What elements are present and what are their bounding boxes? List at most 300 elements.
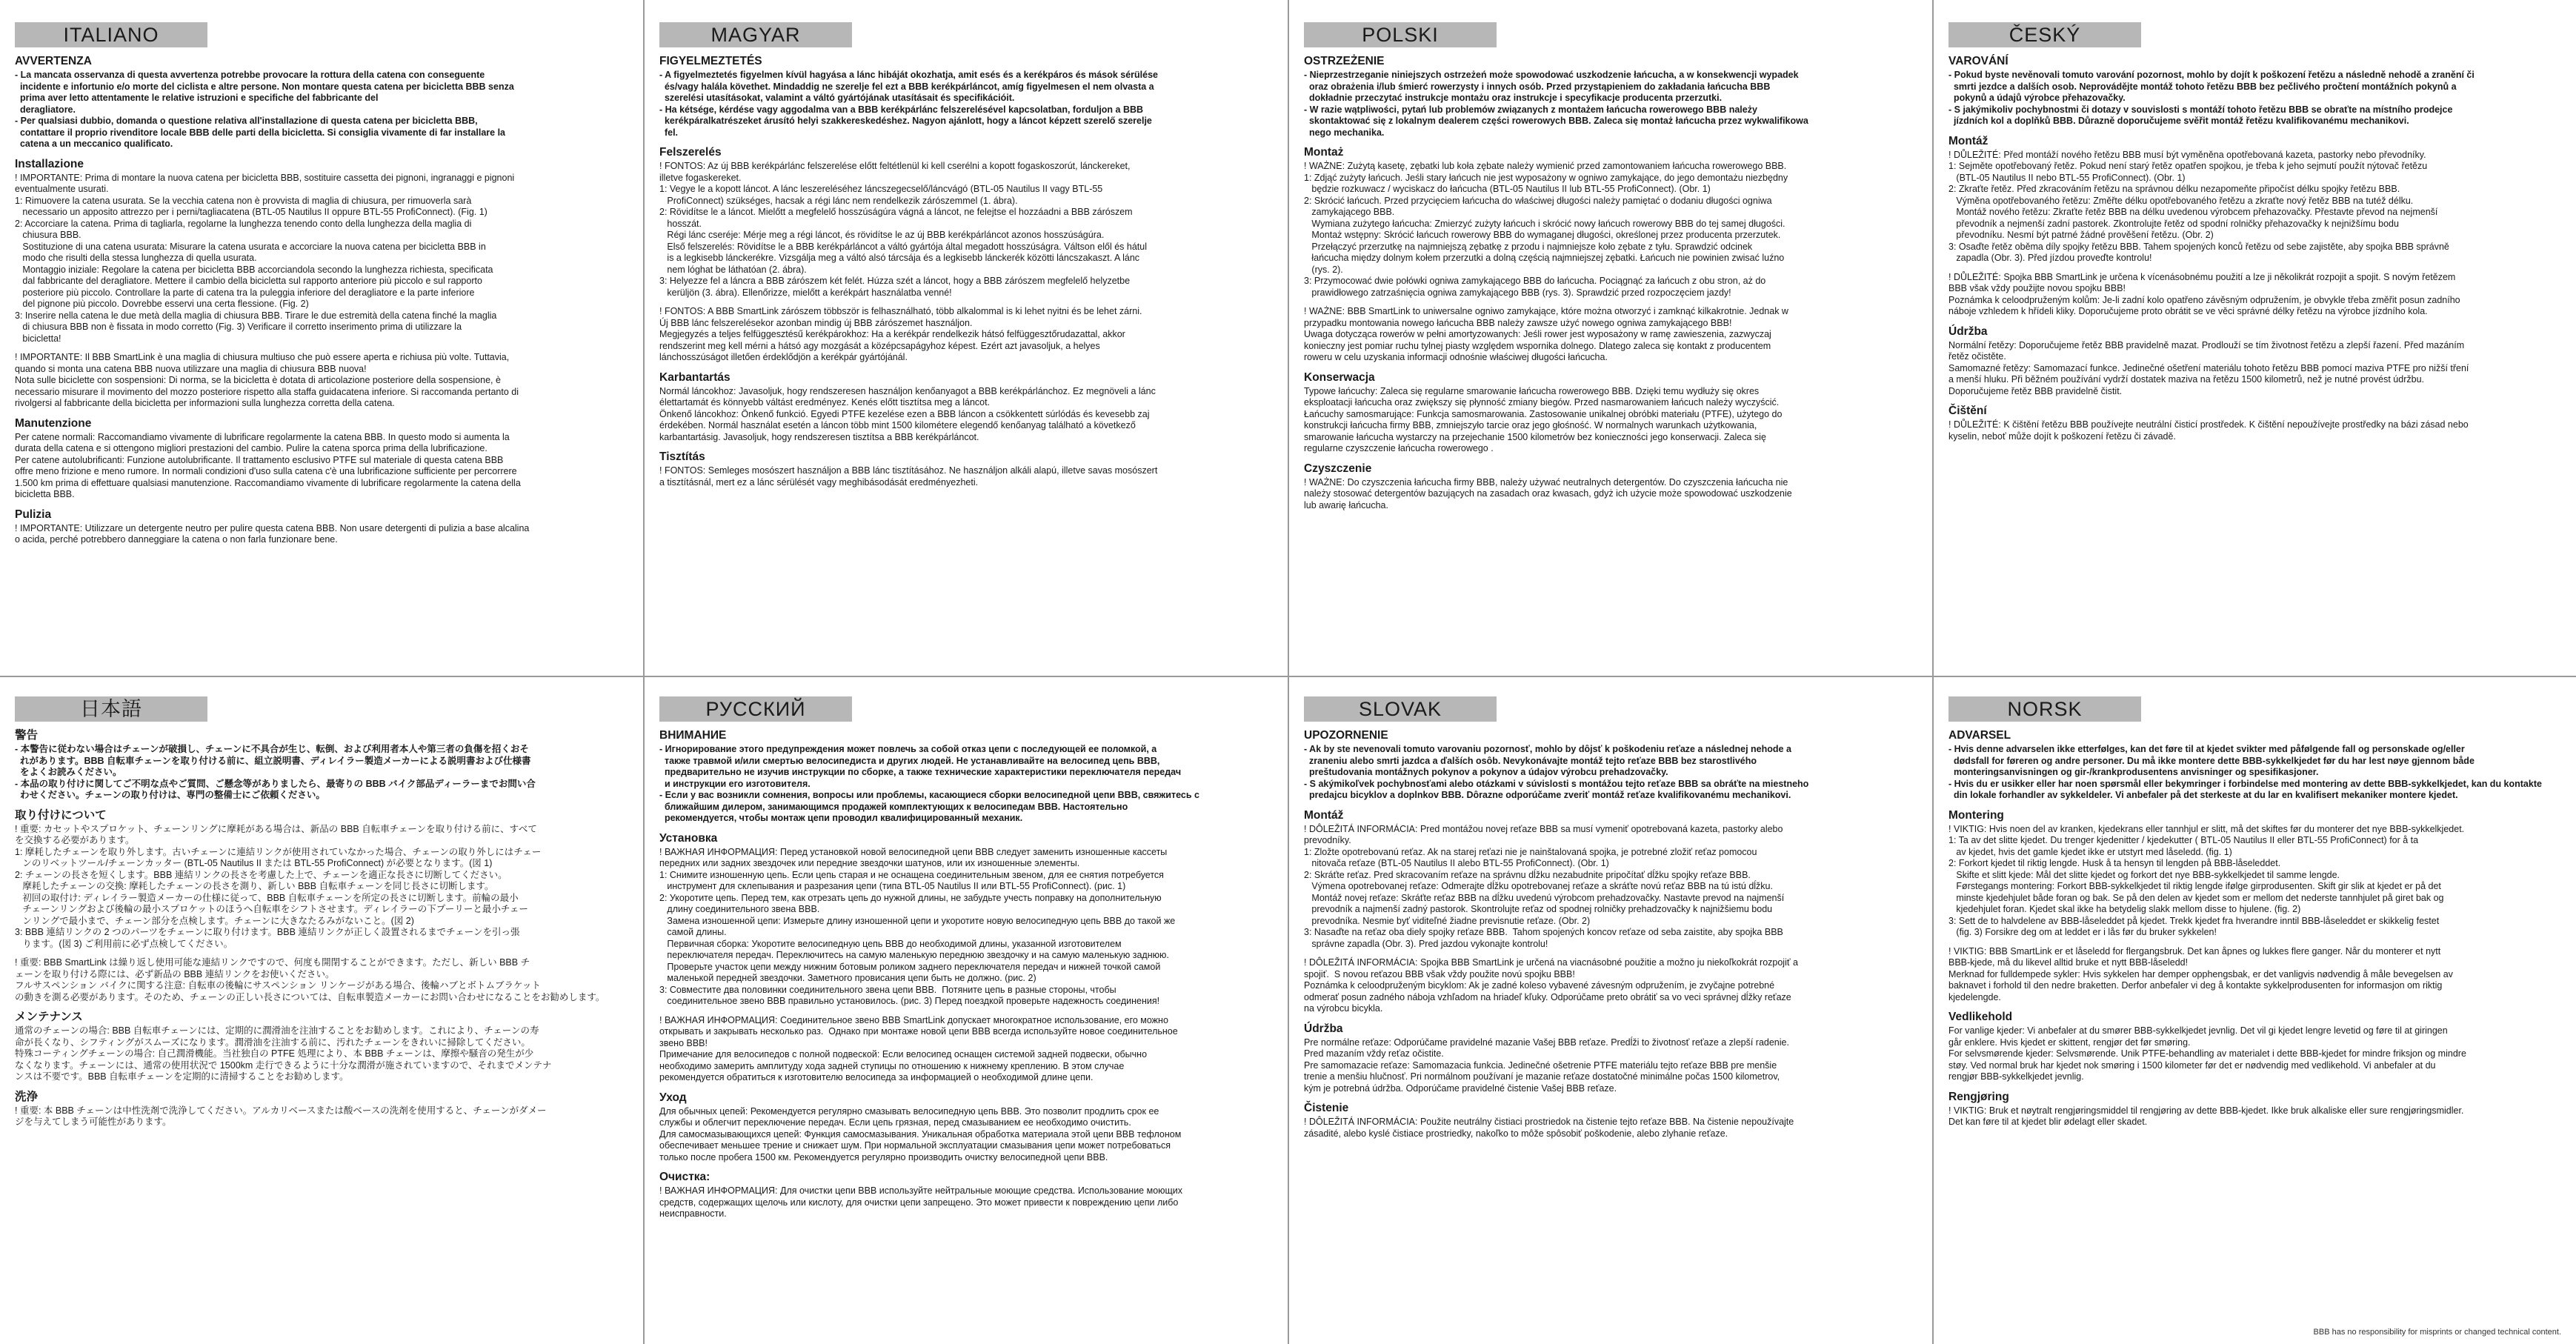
- text-line: Typowe łańcuchy: Zaleca się regularne smarowanie łańcucha rowerowego BBB. Dzięki temu wydłuży się okres: [1304, 385, 1760, 396]
- text-line: Montaggio iniziale: Regolare la catena per bicicletta BBB accorciandola secondo la lunghezza richiesta, specificata: [15, 264, 493, 275]
- text-line: ! DÔLEŽITÁ INFORMÁCIA: Spojka BBB SmartLink je určená na viacnásobné použitie a možno ju niekoľkokrát rozpojiť a: [1304, 957, 1798, 968]
- text-line: Montáž novej reťaze: Skráťte reťaz BBB na dĺžku uvedenú výrobcom prehadzovačky. Nastavte prevod na najmenší: [1304, 892, 1785, 903]
- text-line: quando si monta una catena BBB nuova utilizzare una maglia di chiusura BBB nuova!: [15, 363, 367, 374]
- text-line: самой длины.: [659, 927, 727, 937]
- text-line: støy. Ved normal bruk har kjedet nok smøring i 1500 kilometer før det er nødvendig med vedlikehold. Vi anbefaler at du: [1948, 1059, 2436, 1071]
- section-heading: ВНИМАНИЕ: [659, 729, 727, 742]
- language-title: MAGYAR: [659, 22, 852, 47]
- text-line: offre meno frizione e meno rumore. In normali condizioni d'uso sulla catena c'è una lubrificazione sufficiente per percorrere: [15, 466, 517, 476]
- text-line: zásadité, alebo kyslé čistiace prostriedky, nakoľko to môže spôsobiť poškodenie, alebo zlyhanie reťaze.: [1304, 1128, 1728, 1139]
- text-line: 2: Rövidítse le a láncot. Mielőtt a megfelelő hosszúságúra vágná a láncot, ne felejtse el hozzáadni a BBB zárószem: [659, 207, 1133, 217]
- text-line: 3: Совместите два половинки соединительного звена цепи BBB. Потяните цепь в разные стороны, чтобы: [659, 984, 1116, 995]
- text-line: рекомендуется, чтобы монтаж цепи проводил квалифицированный механик.: [659, 813, 1023, 823]
- text-line: Poznámka k celoodpruženým bicyklom: Ak je zadné koleso vybavené závesným odpružením, je zvyčajne potrebné: [1304, 980, 1775, 991]
- section: [1304, 809, 1941, 951]
- section-heading: Установка: [659, 831, 718, 845]
- text-line: Merknad for fulldempede sykler: Hvis sykkelen har demper opphengsbak, er det vanligvis nødvendig å måle bevegelsen av: [1948, 968, 2453, 979]
- section: [659, 371, 1297, 444]
- section: [15, 1091, 652, 1128]
- text-line: службы и облегчит переключение передач. Если цепь грязная, перед смазыванием ее необходимо очистить.: [659, 1117, 1131, 1128]
- text-line: 3: Sett de to halvdelene av BBB-låseleddet på kjedet. Trekk kjedet fra hverandre inntil BBB-låseleddet er skikkelig festet: [1948, 915, 2440, 926]
- text-line: nem lóghat be láthatóan (2. ábra).: [659, 264, 807, 275]
- section-heading: Montering: [1948, 808, 2004, 822]
- section: [1948, 1091, 2576, 1128]
- text-line: Pre samomazacie reťaze: Samomazacia funkcia. Jedinečné ošetrenie PTFE materiálu tejto reťaze BBB pre menšie: [1304, 1059, 1777, 1071]
- text-line: is a legkisebb lánckerékre. Vizsgálja meg a váltó alsó tárcsája és a legkisebb lánckerék közötti láncszakaszt. A lánc: [659, 253, 1140, 263]
- section-heading: 警告: [15, 729, 39, 742]
- text-line: Megjegyzés a teljes felfüggesztésű kerékpárokhoz: Ha a kerékpár rendelkezik hátsó felfüggesztőrudazattal, akkor: [659, 329, 1125, 339]
- text-line: prima aver letto attentamente le relative istruzioni e specifiche del fabbricante del: [15, 93, 379, 103]
- text-line: рекомендуется обратиться к изготовителю велосипеда за информацией о необходимой длине цепи.: [659, 1072, 1094, 1082]
- text-line: predajcu bicyklov a doplnkov BBB. Dôrazne odporúčame zveriť montáž reťaze kvalifikovanému mechanikovi.: [1304, 790, 1791, 800]
- text-line: szerelési utasításokat, valamint a váltó gyártójának utasításait és specifikációit.: [659, 93, 1015, 103]
- text-line: открывать и закрывать несколько раз. Однако при монтаже новой цепи BBB всегда используйте новое соединительное: [659, 1026, 1178, 1037]
- text-line: ! ВАЖНАЯ ИНФОРМАЦИЯ: Соединительное звено BBB SmartLink допускает многократное использование, его можно: [659, 1014, 1168, 1025]
- text-line: lánchosszúságot illetően érdeklődjön a kerékpár gyártójánál.: [659, 352, 908, 362]
- text-line: длину соединительного звена BBB.: [659, 904, 820, 914]
- text-line: Førstegangs montering: Forkort BBB-sykkelkjedet til riktig lengde ifølge girprodusenten. Skift gir slik at kjedet er på det: [1948, 881, 2441, 891]
- text-line: 2: Skráťte reťaz. Pred skracovaním reťaze na správnu dĺžku nezabudnite pripočítať dĺžku spojky reťaze BBB.: [1304, 869, 1751, 880]
- text-line: catena a un meccanico qualificato.: [15, 139, 173, 149]
- text-line: Doporučujeme řetěz BBB pravidelně čistit.: [1948, 385, 2123, 396]
- text-line: o acida, perché potrebbero danneggiare la catena o non farla funzionare bene.: [15, 534, 338, 545]
- language-title: SLOVAK: [1304, 696, 1497, 722]
- text-line: - Pokud byste nevěnovali tomuto varování pozornost, mohlo by dojít k poškození řetězu a následně nehodě a zranění či: [1948, 70, 2475, 80]
- text-line: necessario un apposito attrezzo per i perni/tagliacatena (BTL-05 Nautilus II oppure BTL-55 ProfiConnect). (Fig. 1): [15, 207, 487, 217]
- text-line: kjedehjulet foran. Kjedet skal ikke ha betydelig slakk mellom disse to hjulene. (fig. 2): [1948, 904, 2301, 914]
- text-line: kyselin, neboť může dojít k poškození řetězu či závadě.: [1948, 430, 2176, 442]
- text-line: Első felszerelés: Rövidítse le a BBB kerékpárláncot a váltó gyártója által megadott hosszúságra. Váltson elől és hátul: [659, 241, 1147, 252]
- text-line: Normál láncokhoz: Javasoljuk, hogy rendszeresen használjon kenőanyagot a BBB kerékpárlánchoz. Ez megnöveli a lánc: [659, 385, 1156, 396]
- text-line: (fig. 3) Forsikre deg om at leddet er i lås før du bruker sykkelen!: [1948, 927, 2217, 937]
- section: [15, 1011, 652, 1083]
- text-line: Для самосмазывающихся цепей: Функция самосмазывания. Уникальная обработка материала этой цепи BBB тефлоном: [659, 1128, 1182, 1140]
- section: [1948, 55, 2576, 127]
- text-line: dødsfall for føreren og andre personer. Du må ikke montere dette BBB-sykkelkjedet før du har lest nøye gjennom både: [1948, 755, 2475, 766]
- section: [15, 957, 652, 1003]
- text-line: baknavet i forhold til den nedre braketten. Derfor anbefaler vi deg å kontakte sykkelprodusenten for informasjon om riktig: [1948, 980, 2443, 991]
- text-line: eksploatacji łańcucha oraz zwiększy się płynność zmiany biegów. Przed nasmarowaniem łańcuch należy wyczyścić.: [1304, 397, 1780, 407]
- text-line: 2: Укоротите цепь. Перед тем, как отрезать цепь до нужной длины, не забудьте учесть поправку на дополнительную: [659, 892, 1162, 903]
- text-line: средств, содержащих щелочь или кислоту, для очистки цепи запрещено. Это может привести к повреждению цепи либо: [659, 1197, 1179, 1208]
- text-line: ProfiConnect) szükséges, hacsak a régi lánc nem rendelkezik zárószemmel (1. ábra).: [659, 195, 1018, 206]
- text-line: - A figyelmeztetés figyelmen kívül hagyása a lánc hibáját okozhatja, amit esés és a kerékpáros és mások sérülése: [659, 70, 1158, 80]
- text-line: 1: Vegye le a kopott láncot. A lánc leszereléséhez láncszegecselő/láncvágó (BTL-05 Nautilus II vagy BTL-55: [659, 184, 1103, 194]
- section: [659, 1171, 1297, 1220]
- footer-disclaimer: BBB has no responsibility for misprints or changed technical content.: [2313, 1328, 2561, 1337]
- text-line: を交換する必要があります。: [15, 835, 135, 845]
- text-line: Pre normálne reťaze: Odporúčame pravidelné mazanie Vašej BBB reťaze. Predĺži to životnosť reťaze a zlepší radenie.: [1304, 1037, 1789, 1048]
- text-line: ! 重要: BBB SmartLink は繰り返し使用可能な連結リンクですので、何度も開閉することができます。ただし、新しい BBB チ: [15, 957, 530, 968]
- language-panel: [659, 696, 1297, 1344]
- section-heading: Údržba: [1304, 1022, 1343, 1035]
- text-line: és/vagy halála követhet. Mindaddig ne szerelje fel ezt a BBB kerékpárláncot, amíg figyelmesen el nem olvasta a: [659, 81, 1154, 92]
- text-line: illetve fogaskereket.: [659, 172, 742, 183]
- text-line: BBB-kjede, må du likevel alltid bruke et nytt BBB-låseledd!: [1948, 957, 2189, 968]
- text-line: smrti jezdce a dalších osob. Neprovádějte montáž tohoto řetězu BBB bez pečlivého pročtení montážních pokynů a: [1948, 81, 2457, 92]
- text-line: fel.: [659, 127, 679, 138]
- language-panel: [1948, 22, 2576, 674]
- section-heading: Konserwacja: [1304, 370, 1375, 384]
- text-line: Per catene autolubrificanti: Funzione autolubrificante. Il trattamento esclusivo PTFE sul materiale di questa catena BBB: [15, 454, 504, 465]
- text-line: 1: Sejměte opotřebovaný řetěz. Pokud není starý řetěz opatřen spojkou, je třeba k jeho sejmutí použít nýtovač řetězu: [1948, 161, 2428, 171]
- text-line: převodníku. Nesmí být patrné žádné prověšení řetězu. (Obr. 2): [1948, 230, 2214, 240]
- text-line: ジを与えてしまう可能性があります。: [15, 1117, 172, 1127]
- section: [659, 306, 1297, 364]
- text-line: del pignone più piccolo. Dovrebbe esservi una certa flessione. (Fig. 2): [15, 299, 309, 309]
- section: [15, 417, 652, 501]
- text-line: ! IMPORTANTE: Prima di montare la nuova catena per bicicletta BBB, sostituire cassetta dei pignoni, ingranaggi e pignoni: [15, 172, 515, 183]
- text-line: ! ВАЖНАЯ ИНФОРМАЦИЯ: Для очистки цепи BBB используйте нейтральные моющие средства. Использование моющих: [659, 1185, 1183, 1196]
- text-line: roweru w celu uzyskania informacji odnośnie właściwej długości łańcucha.: [1304, 352, 1608, 362]
- text-line: 特殊コーティングチェーンの場合: 自己潤滑機能。当社独自の PTFE 処理により、本 BBB チェーンは、摩擦や騒音の発生が少: [15, 1048, 534, 1059]
- text-line: nego mechanika.: [1304, 127, 1385, 138]
- text-line: れがあります。BBB 自転車チェーンを取り付ける前に、組立説明書、ディレイラー製造メーカーによる説明書および仕様書: [15, 755, 531, 766]
- text-line: (BTL-05 Nautilus II nebo BTL-55 ProfiConnect). (Obr. 1): [1948, 172, 2186, 183]
- section: [659, 832, 1297, 1008]
- section: [1948, 1011, 2576, 1083]
- text-line: - S akýmikoľvek pochybnosťami alebo otázkami v súvislosti s montážou tejto reťaze BBB sa obráťte na miestneho: [1304, 778, 1809, 789]
- text-line: わせください。チェーンの取り付けは、専門の整備士にご依頼ください。: [15, 790, 325, 800]
- text-line: только после пробега 1500 км. Рекомендуется регулярно производить очистку велосипедной цепи BBB.: [659, 1151, 1108, 1162]
- text-line: - Nieprzestrzeganie niniejszych ostrzeżeń może spowodować uszkodzenie łańcucha, a w konsekwencji wypadek: [1304, 70, 1799, 80]
- text-line: 1: Rimuovere la catena usurata. Se la vecchia catena non è provvista di maglia di chiusura, per rimuoverla sarà: [15, 195, 472, 206]
- text-line: ! FONTOS: A BBB SmartLink zárószem többször is felhasználható, több alkalommal is ki lehet nyitni és be lehet zárni.: [659, 306, 1142, 316]
- text-line: ! DŮLEŽITÉ: Před montáží nového řetězu BBB musí být vyměněna opotřebovaná kazeta, pastorky nebo převodníky.: [1948, 149, 2426, 160]
- text-line: Montáž nového řetězu: Zkraťte řetěz BBB na délku uvedenou výrobcem přehazovačky. Přestavte převod na nejmenší: [1948, 207, 2438, 217]
- text-line: kjedelengde.: [1948, 991, 2001, 1002]
- section-heading: Pulizia: [15, 508, 52, 521]
- text-line: a menší hluku. Při běžném používání vydrží dostatek maziva na řetězu 1500 kilometrů, než je nutné provést údržbu.: [1948, 374, 2425, 385]
- text-line: Régi lánc cseréje: Mérje meg a régi láncot, és rövidítse le az új BBB kerékpárláncot azonos hosszúságúra.: [659, 230, 1105, 240]
- language-title: РУССКИЙ: [659, 696, 852, 722]
- text-line: Примечание для велосипедов с полной подвеской: Если велосипед оснащен системой задней подвески, обычно: [659, 1049, 1148, 1059]
- text-line: łańcucha między dolnym kołem przerzutki a dolną częścią najmniejszej zębatki. Łańcuch nie powinien zwisać luźno: [1304, 253, 1785, 263]
- text-line: - La mancata osservanza di questa avvertenza potrebbe provocare la rottura della catena con conseguente: [15, 70, 485, 80]
- text-line: minste kjedehjulet både foran og bak. Se på den delen av kjedet som er mellom det nederste tannhjulet på giret bak og: [1948, 892, 2444, 903]
- text-line: ! IMPORTANTE: Il BBB SmartLink è una maglia di chiusura multiuso che può essere aperta e richiusa più volte. Tuttavia,: [15, 352, 510, 362]
- section-heading: Manutenzione: [15, 416, 92, 430]
- text-line: deragliatore.: [15, 104, 76, 115]
- text-line: contattare il proprio rivenditore locale BBB delle parti della bicicletta. Si consiglia vivamente di far installare la: [15, 127, 506, 138]
- section: [1304, 957, 1941, 1015]
- section-heading: Čištění: [1948, 405, 1987, 417]
- text-line: bicicletta!: [15, 333, 61, 344]
- text-line: dal fabbricante del deragliatore. Mettere il cambio della bicicletta sul rapporto anteriore più piccolo e sul rapporto: [15, 276, 482, 286]
- section: [1948, 405, 2576, 442]
- text-line: Przełączyć przerzutkę na najmniejszą zębatkę z przodu i najmniejsze koło zębate z tyłu. Sprawdzić odcinek: [1304, 241, 1753, 252]
- text-line: 3: Przymocować dwie połówki ogniwa zamykającego BBB do łańcucha. Pociągnąć za łańcuch z obu stron, aż do: [1304, 276, 1766, 286]
- text-line: Normální řetězy: Doporučujeme řetěz BBB pravidelně mazat. Prodlouží se tím životnost řetězu a zlepší řazení. Před mazáním: [1948, 339, 2465, 350]
- text-line: BBB však vždy použijte novou spojku BBB!: [1948, 283, 2126, 293]
- text-line: Замена изношенной цепи: Измерьте длину изношенной цепи и укоротите новую велосипедную цепь BBB до такой же: [659, 915, 1176, 926]
- section: [659, 146, 1297, 299]
- section-heading: Очистка:: [659, 1171, 710, 1183]
- section: [1304, 1022, 1941, 1095]
- text-line: lub awarię łańcucha.: [1304, 499, 1388, 510]
- section-heading: Rengjøring: [1948, 1090, 2009, 1103]
- text-line: prevodníky.: [1304, 835, 1351, 845]
- text-line: zamykającego BBB.: [1304, 207, 1395, 217]
- text-line: går enklere. Hvis kjedet er skittent, rengjør det før smøring.: [1948, 1037, 2191, 1048]
- section: [1304, 306, 1941, 364]
- section: [1948, 135, 2576, 265]
- text-line: необходимо замерить амплитуду хода задней ступицы по отношению к нижнему креплению. В этом случае: [659, 1060, 1125, 1071]
- text-line: - Per qualsiasi dubbio, domanda o questione relativa all'installazione di questa catena per bicicletta BBB,: [15, 116, 478, 126]
- text-line: Первичная сборка: Укоротите велосипедную цепь BBB до необходимой длины, указанной изготовителем: [659, 938, 1122, 949]
- text-line: Per catene normali: Raccomandiamo vivamente di lubrificare regolarmente la catena BBB. In questo modo si aumenta la: [15, 431, 510, 442]
- section: [1304, 1102, 1941, 1140]
- section-heading: Czyszczenie: [1304, 462, 1372, 475]
- language-panel: [1304, 696, 1941, 1344]
- text-line: érdekében. Normál használat esetén a láncon több mint 1500 kilométere elegendő kenőanyag található a következő: [659, 420, 1136, 430]
- text-line: oraz obrażenia i/lub śmierć rowerzysty i innych osób. Przed przystąpieniem do zakładania łańcucha BBB: [1304, 81, 1771, 92]
- language-panel: [659, 22, 1297, 674]
- text-line: For vanlige kjeder: Vi anbefaler at du smører BBB-sykkelkjedet jevnlig. Det vil gi kjedet lengre levetid og føre til at giringen: [1948, 1025, 2448, 1036]
- text-line: ! WAŻNE: Do czyszczenia łańcucha firmy BBB, należy używać neutralnych detergentów. Do czyszczenia łańcucha nie: [1304, 476, 1788, 488]
- text-line: ンスは不要です。BBB 自転車チェーンを定期的に清掃することをお勧めします。: [15, 1071, 349, 1082]
- text-line: Skifte et slitt kjede: Mål det slitte kjedet og forkort det nye BBB-sykkelkjedet til samme lengde.: [1948, 869, 2340, 880]
- text-line: 1.500 km prima di effettuare qualsiasi manutenzione. Raccomandiamo vivamente di lubrificare regolarmente la catena della: [15, 477, 521, 488]
- section-heading: 取り付けについて: [15, 808, 107, 822]
- text-line: incidente e infortunio e/o morte del ciclista e altre persone. Non montare questa catena per bicicletta BBB senza: [15, 81, 514, 92]
- section-heading: AVVERTENZA: [15, 55, 92, 67]
- text-line: konstrukcji łańcucha firmy BBB, zmniejszyło tarcie oraz jego głośność. W normalnych warunkach użytkowania,: [1304, 420, 1757, 430]
- text-line: Проверьте участок цепи между нижним ботовым роликом заднего переключателя передач и нижней точкой самой: [659, 961, 1161, 972]
- text-line: - Игнорирование этого предупреждения может повлечь за собой отказ цепи с последующей ее поломкой, а: [659, 744, 1157, 754]
- text-line: - W razie wątpliwości, pytań lub problemów związanych z montażem łańcucha rowerowego BBB należy: [1304, 104, 1757, 115]
- text-line: Poznámka k celoodpruženým kolům: Je-li zadní kolo opatřeno závěsným odpružením, je obvykle třeba změřit posun zadního: [1948, 294, 2460, 305]
- text-line: инструмент для склепывания и разрезания цепи (типа BTL-05 Nautilus II или BTL-55 ProfiConnect). (рис. 1): [659, 881, 1126, 891]
- text-line: - 本警告に従わない場合はチェーンが破損し、チェーンに不具合が生じ、転倒、および利用者本人や第三者の負傷を招くおそ: [15, 744, 529, 754]
- text-line: ェーンを取り付ける際には、必ず新品の BBB 連結リンクをお使いください。: [15, 968, 335, 979]
- text-line: предварительно не изучив инструкции по сборке, а также технические характеристики переключателя передач: [659, 767, 1182, 777]
- text-line: élettartamát és könnyebb váltást eredményez. Kenés előtt tisztítsa meg a láncot.: [659, 397, 991, 407]
- text-line: av kjedet, hvis det gamle kjedet ikke er utstyrt med låseledd. (fig. 1): [1948, 846, 2232, 857]
- text-line: preštudovania montážnych pokynov a pokynov a údajov výrobcu prehadzovačky.: [1304, 767, 1668, 777]
- text-line: Pred mazaním vždy reťaz očistite.: [1304, 1048, 1444, 1059]
- language-title: 日本語: [15, 696, 207, 722]
- section-heading: 洗浄: [15, 1090, 39, 1103]
- text-line: - Ha kétsége, kérdése vagy aggodalma van a BBB kerékpárlánc felszerelésével kapcsolatban, forduljon a BBB: [659, 104, 1144, 115]
- section: [1948, 946, 2576, 1004]
- text-line: monteringsanvisningen og gir-/krankprodusentens anvisninger og spesifikasjoner.: [1948, 767, 2319, 777]
- text-line: 初回の取付け: ディレイラー製造メーカーの仕様に従って、BBB 自転車チェーンを所定の長さに切断します。前輪の最小: [15, 892, 519, 903]
- text-line: odmerať posun zadného náboja vzhľadom na hriadeľ kľuky. Odporúčame preto obrátiť sa vo veci správnej dĺžky reťaze: [1304, 991, 1791, 1002]
- section: [1304, 462, 1941, 512]
- text-line: 2: チェーンの長さを短くします。BBB 連結リンクの長さを考慮した上で、チェーンを適正な長さに切断してください。: [15, 869, 507, 880]
- text-line: ! 重要: 本 BBB チェーンは中性洗剤で洗浄してください。アルカリベースまたは酸ベースの洗剤を使用すると、チェーンがダメー: [15, 1105, 547, 1116]
- language-title: POLSKI: [1304, 22, 1497, 47]
- text-line: Nota sulle biciclette con sospensioni: Di norma, se la bicicletta è dotata di articolazione posteriore della sospensione, è: [15, 375, 501, 385]
- text-line: rengjør BBB-sykkelkjedet jevnlig.: [1948, 1071, 2084, 1082]
- text-line: Výměna opotřebovaného řetězu: Změřte délku opotřebovaného řetězu a zkraťte nový řetěz BBB na tutéž délku.: [1948, 195, 2414, 206]
- section: [1948, 272, 2576, 318]
- text-line: フルサスペンション バイクに関する注意: 自転車の後輪にサスペンション リンケージがある場合、後輪ハブとボトムブラケット: [15, 980, 541, 991]
- text-line: チェーンリングおよび後輪の最小スプロケットのほうへ自転車をシフトさせます。ディレイラーの下プーリーと最小チェー: [15, 904, 529, 914]
- section: [15, 809, 652, 951]
- text-line: ! VIKTIG: Hvis noen del av kranken, kjedekrans eller tannhjul er slitt, må det skiftes før du monterer det nye BBB-sykkelkjedet.: [1948, 823, 2465, 834]
- text-line: Montaż wstępny: Skrócić łańcuch rowerowy BBB do wymaganej długości, określonej przez producenta przerzutek.: [1304, 230, 1781, 240]
- text-line: posteriore più piccolo. Controllare la parte di catena tra la puleggia inferiore del deragliatore e la parte inferiore: [15, 287, 475, 298]
- text-line: 1: 摩耗したチェーンを取り外します。古いチェーンに連結リンクが使用されていなかった場合、チェーンの取り外しにはチェー: [15, 846, 542, 857]
- text-line: Sostituzione di una catena usurata: Misurare la catena usurata e accorciare la nuova catena per bicicletta BBB in: [15, 241, 486, 252]
- text-line: звено BBB!: [659, 1037, 708, 1048]
- section-heading: Montáž: [1948, 134, 1988, 147]
- section-heading: Уход: [659, 1091, 687, 1104]
- text-line: переключателя передач. Переключитесь на самую маленькую переднюю звездочку и на самую маленькую заднюю.: [659, 950, 1169, 960]
- text-line: pokynů a údajů výrobce přehazovačky.: [1948, 93, 2126, 103]
- text-line: eventualmente usurati.: [15, 184, 109, 194]
- text-line: обеспечивает меньшее трение и снижает шум. При нормальной эксплуатации смазывания цепи может потребоваться: [659, 1140, 1171, 1151]
- text-line: ! DŮLEŽITÉ: Spojka BBB SmartLink je určena k vícenásobnému použití a lze ji několikrát rozpojit a spojit. S novým řetězem: [1948, 271, 2456, 282]
- language-title: ČESKÝ: [1948, 22, 2141, 47]
- text-line: 2: Zkraťte řetěz. Před zkracováním řetězu na správnou délku nezapomeňte připočíst délku spojky řetězu BBB.: [1948, 184, 2400, 194]
- language-panel: [15, 696, 652, 1344]
- section-heading: Tisztítás: [659, 450, 705, 463]
- row-divider: [0, 676, 2576, 677]
- text-line: modo che risulti della stessa lunghezza di quella usurata.: [15, 253, 257, 263]
- section-heading: Karbantartás: [659, 370, 730, 384]
- text-line: и инструкции его изготовителя.: [659, 778, 811, 789]
- section: [659, 729, 1297, 825]
- text-line: Для обычных цепей: Рекомендуется регулярно смазывать велосипедную цепь BBB. Это позволит продлить срок ее: [659, 1105, 1159, 1117]
- section: [15, 352, 652, 410]
- section: [15, 729, 652, 802]
- text-line: 2: Accorciare la catena. Prima di tagliarla, regolarne la lunghezza tenendo conto della lunghezza della maglia di: [15, 218, 472, 229]
- text-line: trenie a menšiu hlučnosť. Pri normálnom používaní je mazanie reťaze dostatočné minimálne počas 1500 kilometrov,: [1304, 1071, 1780, 1082]
- text-line: spojiť. S novou reťazou BBB však vždy použite novú spojku BBB!: [1304, 968, 1575, 979]
- section: [15, 508, 652, 546]
- text-line: ! FONTOS: Az új BBB kerékpárlánc felszerelése előtt feltétlenül ki kell cserélni a kopott fogaskoszorút, lánckereket,: [659, 161, 1131, 171]
- text-line: durata della catena e si ottengono migliori prestazioni del cambio. Pulire la catena sporca prima della lubrificazione.: [15, 443, 487, 453]
- text-line: (rys. 2).: [1304, 264, 1343, 275]
- text-line: неисправности.: [659, 1208, 727, 1219]
- text-line: kerüljön (3. ábra). Ellenőrizze, mielőtt a kerékpárt használatba venné!: [659, 287, 952, 298]
- text-line: передних или задних звездочек или передние звездочки шатунов, или их изношенные элементы.: [659, 858, 1080, 868]
- text-line: ! 重要: カセットやスプロケット、チェーンリングに摩耗がある場合は、新品の BBB 自転車チェーンを取り付ける前に、すべて: [15, 823, 537, 834]
- text-line: ! DŮLEŽITÉ: K čištění řetězu BBB používejte neutrální čisticí prostředek. K čištění nepoužívejte prostředky na bázi zásad nebo: [1948, 419, 2469, 430]
- text-line: Új BBB lánc felszerelésekor azonban mindig új BBB zárószemet használjon.: [659, 317, 973, 328]
- section: [1304, 371, 1941, 455]
- text-line: nitovača reťaze (BTL-05 Nautilus II alebo BTL-55 ProfiConnect). (Obr. 1): [1304, 858, 1609, 868]
- section: [659, 1091, 1297, 1164]
- text-line: jízdních kol a doplňků BBB. Důrazně doporučujeme svěřit montáž řetězu kvalifikovanému mechanikovi.: [1948, 116, 2409, 126]
- text-line: ! ВАЖНАЯ ИНФОРМАЦИЯ: Перед установкой новой велосипедной цепи BBB следует заменить изношенные кассеты: [659, 846, 1168, 857]
- text-line: 3: Inserire nella catena le due metà della maglia di chiusura BBB. Tirare le due estremità della catena finché la maglia: [15, 310, 497, 321]
- text-line: ンリングで最小まで、チェーン部分を点検します。チェーンに大きなたるみがないこと。(図 2): [15, 915, 414, 926]
- text-line: prevodníka. Nesmie byť viditeľné žiadne previsnutie reťaze. (Obr. 2): [1304, 915, 1591, 926]
- section-heading: Vedlikehold: [1948, 1011, 2013, 1023]
- text-line: din lokale forhandler av sykkeldeler. Vi anbefaler på det sterkeste at du lar en kvalifisert mekaniker montere kjedet.: [1948, 790, 2458, 800]
- text-line: chiusura BBB.: [15, 230, 81, 240]
- section: [15, 55, 652, 150]
- text-line: 3: BBB 連結リンクの 2 つのパーツをチェーンに取り付けます。BBB 連結リンクが正しく設置されるまでチェーンを引っ張: [15, 927, 520, 937]
- text-line: karbantartásig. Javasoljuk, hogy rendszeresen tisztítsa a BBB kerékpárláncot.: [659, 431, 979, 442]
- text-line: hosszát.: [659, 218, 702, 229]
- text-line: ! IMPORTANTE: Utilizzare un detergente neutro per pulire questa catena BBB. Non usare detergenti di pulizia a base alcalina: [15, 522, 530, 533]
- text-line: Uwaga dotycząca rowerów w pełni amortyzowanych: Jeśli rower jest wyposażony w ramę zawieszenia, zazwyczaj: [1304, 329, 1771, 339]
- section-heading: Montáž: [1304, 808, 1344, 822]
- text-line: prevodník a najmenší zadný pastorok. Skontrolujte reťaz od spodnej rolničky prehadzovačky k najnižšiemu bodu: [1304, 904, 1773, 914]
- section: [659, 1015, 1297, 1084]
- text-line: regularne czyszczenie łańcucha rowerowego .: [1304, 443, 1494, 453]
- text-line: Výmena opotrebovanej reťaze: Odmerajte dĺžku opotrebovanej reťaze a skráťte novú reťaz BBB na tú istú dĺžku.: [1304, 881, 1773, 891]
- text-line: - S jakýmikoliv pochybnostmi či dotazy v souvislosti s montáží tohoto řetězu BBB se obraťte na místního prodejce: [1948, 104, 2453, 115]
- text-line: 1: Ta av det slitte kjedet. Du trenger kjedenitter / kjedekutter ( BTL-05 Nautilus II eller BTL-55 ProfiConnect) for å ta: [1948, 835, 2419, 845]
- text-line: ! DÔLEŽITÁ INFORMÁCIA: Pred montážou novej reťaze BBB sa musí vymeniť opotrebovaná kazeta, pastorky alebo: [1304, 823, 1783, 834]
- text-line: ! VIKTIG: BBB SmartLink er et låseledd for flergangsbruk. Det kan åpnes og lukkes flere ganger. Når du monterer et nytt: [1948, 945, 2441, 957]
- text-line: kerékpáralkatrészeket árusító helyi szakkereskedéshez. Nagyon ajánlott, hogy a láncot képzett szerelő szerelje: [659, 116, 1152, 126]
- text-line: ! VIKTIG: Bruk et nøytralt rengjøringsmiddel til rengjøring av dette BBB-kjedet. Ikke bruk alkaliske eller sure rengjøringsmidler.: [1948, 1105, 2464, 1116]
- text-line: zraneniu alebo smrti jazdca a ďalších osôb. Nevykonávajte montáž tejto reťaze BBB bez starostlivého: [1304, 755, 1757, 766]
- section: [659, 450, 1297, 488]
- language-panel: [1948, 696, 2576, 1344]
- text-line: 1: Zdjąć zużyty łańcuch. Jeśli stary łańcuch nie jest wyposażony w ogniwo zamykające, do jego demontażu niezbędny: [1304, 172, 1788, 183]
- section-heading: メンテナンス: [15, 1011, 83, 1023]
- section-heading: Felszerelés: [659, 146, 722, 159]
- text-line: маленькой передней звездочки. Заметного провисания цепи быть не должно. (рис. 2): [659, 973, 1036, 983]
- section-heading: Installazione: [15, 157, 84, 170]
- section: [1304, 55, 1941, 139]
- text-line: zapadla (Obr. 3). Před jízdou proveďte kontrolu!: [1948, 253, 2152, 263]
- section: [1304, 146, 1941, 299]
- text-line: - 本品の取り付けに関してご不明な点やご質問、ご懸念等がありましたら、最寄りの BBB バイク部品ディーラーまでお問い合: [15, 778, 536, 789]
- text-line: prawidłowego zatrzaśnięcia ogniwa zamykającego BBB (rys. 3). Sprawdzić przed rozpoczęciem jazdy!: [1304, 287, 1731, 298]
- text-line: řetěz očistěte.: [1948, 351, 2006, 362]
- text-line: 1: Zložte opotrebovanú reťaz. Ak na starej reťazi nie je nainštalovaná spojka, je potrebné zložiť reťaz pomocou: [1304, 846, 1757, 857]
- text-line: necessario misurare il movimento del mozzo posteriore rispetto alla staffa guidacatena inferiore. Si raccomanda pertanto di: [15, 386, 519, 397]
- text-line: di chiusura BBB non è fissata in modo corretto (Fig. 3) Verificare il corretto inserimento prima di utilizzare la: [15, 322, 462, 332]
- text-line: の動きを測る必要があります。そのため、チェーンの正しい長さについては、自転車製造メーカーにお問い合わせになることをお勧めします。: [15, 991, 605, 1002]
- section: [1948, 325, 2576, 398]
- text-line: - Ak by ste nevenovali tomuto varovaniu pozornosť, mohlo by dôjsť k poškodeniu reťaze a následnej nehode a: [1304, 744, 1791, 754]
- text-line: - Hvis denne advarselen ikke etterfølges, kan det føre til at kjedet svikter med påfølgende fall og personskade og/eller: [1948, 744, 2465, 754]
- text-line: Wymiana zużytego łańcucha: Zmierzyć zużyty łańcuch i skrócić nowy łańcuch rowerowy BBB do tej samej długości.: [1304, 218, 1785, 229]
- language-panel: [15, 22, 652, 674]
- text-line: ! FONTOS: Semleges mosószert használjon a BBB lánc tisztításához. Ne használjon alkáli alapú, illetve savas mosószert: [659, 465, 1158, 476]
- text-line: Łańcuchy samosmarujące: Funkcja samosmarowania. Zastosowanie unikalnej obróbki materiału (PTFE), użytego do: [1304, 408, 1783, 419]
- text-line: na výrobcu bicykla.: [1304, 1003, 1383, 1014]
- section-heading: Montaż: [1304, 146, 1344, 159]
- text-line: - Если у вас возникли сомнения, вопросы или проблемы, касающиеся сборки велосипедной цепи BBB, свяжитесь с: [659, 790, 1199, 800]
- text-line: 2: Forkort kjedet til riktig lengde. Husk å ta hensyn til lengden på BBB-låseleddet.: [1948, 858, 2281, 868]
- text-line: będzie rozkuwacz / wyciskacz do łańcucha (BTL-05 Nautilus II lub BTL-55 ProfiConnect). (Obr. 1): [1304, 184, 1711, 194]
- text-line: соединительное звено BBB правильно установилось. (рис. 3) Перед поездкой проверьте надежность соединения!: [659, 996, 1160, 1006]
- section-heading: Údržba: [1948, 325, 1988, 338]
- text-line: Det kan føre til at kjedet blir ødelagt eller skadet.: [1948, 1117, 2148, 1127]
- text-line: For selvsmørende kjeder: Selvsmørende. Unik PTFE-behandling av materialet i dette BBB-kjedet for mindre friksjon og mindre: [1948, 1048, 2466, 1059]
- text-line: также травмой и/или смертью велосипедиста и других людей. Не устанавливайте на велосипед цепь BBB,: [659, 755, 1160, 766]
- text-line: 3: Helyezze fel a láncra a BBB zárószem két felét. Húzza szét a láncot, hogy a BBB zárószem megfelelő helyzetbe: [659, 276, 1131, 286]
- text-line: przypadku montowania nowego łańcucha BBB należy zawsze użyć nowego ogniwa zamykającego BBB!: [1304, 317, 1732, 328]
- text-line: 2: Skrócić łańcuch. Przed przycięciem łańcucha do właściwej długości należy pamiętać o dodaniu długości ogniwa: [1304, 195, 1772, 206]
- section: [15, 158, 652, 345]
- text-line: Önkenő láncokhoz: Önkenő funkció. Egyedi PTFE kezelése ezen a BBB láncon a csökkentett súrlódás és kevesebb zaj: [659, 408, 1150, 419]
- section-heading: UPOZORNENIE: [1304, 729, 1388, 742]
- section-heading: FIGYELMEZTETÉS: [659, 55, 762, 67]
- section-heading: ADVARSEL: [1948, 729, 2011, 742]
- text-line: ! WAŻNE: BBB SmartLink to uniwersalne ogniwo zamykające, które można otworzyć i zamknąć kilkakrotnie. Jednak w: [1304, 306, 1788, 316]
- text-line: 1: Снимите изношенную цепь. Если цепь старая и не оснащена соединительным звеном, для ее снятия потребуется: [659, 869, 1164, 880]
- section: [1304, 729, 1941, 802]
- text-line: ンのリベットツール/チェーンカッター (BTL-05 Nautilus II または BTL-55 ProfiConnect) が必要となります。(図 1): [15, 858, 493, 868]
- text-line: správne zapadla (Obr. 3). Pred jazdou vykonajte kontrolu!: [1304, 938, 1548, 949]
- text-line: Samomazné řetězy: Samomazací funkce. Jedinečné ošetření materiálu tohoto řetězu BBB pomocí maziva PTFE pro nižší tření: [1948, 362, 2469, 373]
- text-line: ! WAŻNE: Zużytą kasetę, zębatki lub koła zębate należy wymienić przed zamontowaniem łańcucha rowerowego BBB.: [1304, 161, 1787, 171]
- language-title: ITALIANO: [15, 22, 207, 47]
- text-line: bicicletta BBB.: [15, 489, 75, 499]
